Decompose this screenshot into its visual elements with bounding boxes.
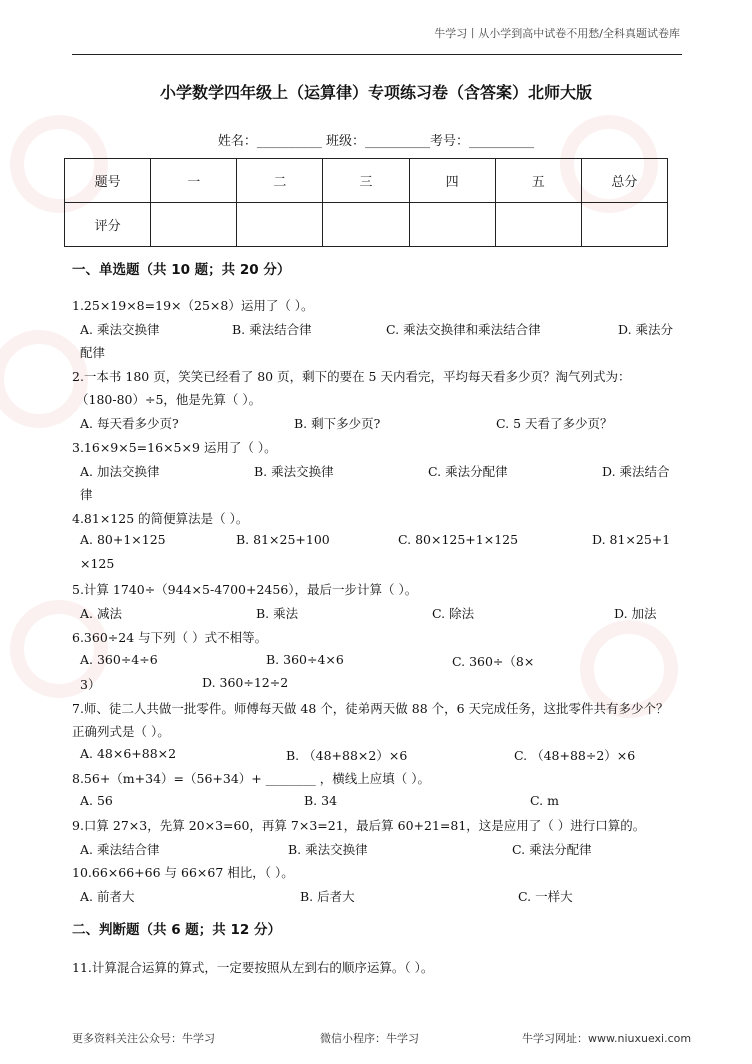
- option-d: D. 360÷12÷2: [202, 675, 289, 690]
- header-tagline: 牛学习丨从小学到高中试卷不用愁/全科真题试卷库: [434, 27, 680, 40]
- score-cell: 四: [409, 159, 495, 203]
- option-c: C. 一样大: [518, 889, 573, 904]
- question-7: 7.师、徒二人共做一批零件。师傅每天做 48 个，徒弟两天做 88 个，6 天完成任务，这批零件共有多少个？: [72, 701, 669, 716]
- question-7-continuation: 正确列式是（ ）。: [72, 724, 170, 739]
- question-3: 3.16×9×5=16×5×9 运用了（ ）。: [72, 440, 277, 455]
- score-cell: 二: [237, 159, 323, 203]
- student-info-row: 姓名：__________ 班级：__________考号：__________: [217, 134, 535, 149]
- footer-center: 微信小程序：牛学习: [320, 1032, 419, 1045]
- option-d: D. 81×25+1: [592, 532, 671, 547]
- score-cell: [495, 203, 581, 247]
- score-cell: [409, 203, 495, 247]
- option-c: C. （48+88÷2）×6: [514, 748, 636, 763]
- score-cell: 一: [151, 159, 237, 203]
- score-table-score-row: [65, 203, 668, 247]
- option-c: C. 5 天看了多少页？: [496, 416, 613, 431]
- footer-right: 牛学习网址：www.niuxuexi.com: [522, 1032, 692, 1045]
- section-heading: 一、单选题（共 10 题；共 20 分）: [72, 262, 291, 278]
- score-cell: 五: [495, 159, 581, 203]
- score-cell: 评分: [65, 203, 151, 247]
- question-9: 9.口算 27×3，先算 20×3=60，再算 7×3=21，最后算 60+21=81，这是应用了（ ）进行口算的。: [72, 818, 646, 833]
- option-b: B. 34: [304, 793, 338, 808]
- question-2: 2.一本书 180 页，笑笑已经看了 80 页，剩下的要在 5 天内看完，平均每天看多少页？淘气列式为：: [72, 369, 631, 384]
- option-d: D. 乘法结合: [602, 464, 670, 479]
- score-cell: 总分: [581, 159, 667, 203]
- score-cell: 题号: [65, 159, 151, 203]
- question-10: 10.66×66+66 与 66×67 相比，（ ）。: [72, 865, 294, 880]
- option-a: A. 前者大: [80, 889, 135, 904]
- option-b: B. 乘法交换律: [288, 842, 368, 857]
- question-11: 11.计算混合运算的算式，一定要按照从左到右的顺序运算。（ ）。: [72, 960, 434, 975]
- score-cell: 三: [323, 159, 409, 203]
- question-4: 4.81×125 的简便算法是（ ）。: [72, 511, 249, 526]
- option-a: A. 360÷4÷6: [80, 652, 158, 667]
- option-a: A. 减法: [80, 606, 122, 621]
- score-cell: [151, 203, 237, 247]
- question-5: 5.计算 1740÷（944×5-4700+2456），最后一步计算（ ）。: [72, 582, 418, 597]
- option-c: C. 乘法分配律: [428, 464, 508, 479]
- option-a: A. 80+1×125: [80, 532, 166, 547]
- option-b: B. 后者大: [300, 889, 355, 904]
- option-c: C. 除法: [432, 606, 475, 621]
- option-d: D. 乘法分: [618, 322, 674, 337]
- page-title: 小学数学四年级上（运算律）专项练习卷（含答案）北师大版: [159, 83, 592, 102]
- question-1: 1.25×19×8=19×（25×8）运用了（ ）。: [72, 298, 314, 313]
- score-cell: [581, 203, 667, 247]
- option-continuation: 3）: [80, 677, 101, 692]
- question-8: 8.56+（m+34）=（56+34）+ ________ ，横线上应填（ ）。: [72, 771, 430, 786]
- option-b: B. 乘法: [256, 606, 299, 621]
- footer-left: 更多资料关注公众号：牛学习: [72, 1032, 215, 1045]
- option-continuation: 配律: [80, 345, 106, 360]
- score-table-header-row: [65, 159, 668, 203]
- option-a: A. 48×6+88×2: [80, 746, 177, 761]
- option-c: C. 360÷（8×: [452, 654, 535, 669]
- question-6: 6.360÷24 与下列（ ）式不相等。: [72, 630, 268, 645]
- option-b: B. （48+88×2）×6: [286, 748, 408, 763]
- option-a: A. 乘法交换律: [80, 322, 160, 337]
- option-c: C. m: [530, 793, 559, 808]
- option-b: B. 360÷4×6: [266, 652, 344, 667]
- option-c: C. 乘法交换律和乘法结合律: [386, 322, 541, 337]
- option-a: A. 56: [80, 793, 113, 808]
- option-a: A. 加法交换律: [80, 464, 160, 479]
- option-c: C. 乘法分配律: [512, 842, 592, 857]
- option-b: B. 乘法结合律: [232, 322, 312, 337]
- score-cell: [237, 203, 323, 247]
- option-continuation: ×125: [80, 556, 115, 571]
- question-2-continuation: （180-80）÷5，他是先算（ ）。: [76, 392, 262, 407]
- header-divider: [72, 54, 682, 55]
- option-b: B. 81×25+100: [236, 532, 330, 547]
- option-b: B. 乘法交换律: [254, 464, 334, 479]
- option-b: B. 剩下多少页?: [294, 416, 381, 431]
- option-a: A. 每天看多少页?: [80, 416, 179, 431]
- option-d: D. 加法: [614, 606, 657, 621]
- score-cell: [323, 203, 409, 247]
- option-a: A. 乘法结合律: [80, 842, 160, 857]
- option-continuation: 律: [80, 487, 93, 502]
- section-heading: 二、判断题（共 6 题；共 12 分）: [72, 922, 281, 938]
- score-table: [64, 158, 668, 247]
- option-c: C. 80×125+1×125: [398, 532, 519, 547]
